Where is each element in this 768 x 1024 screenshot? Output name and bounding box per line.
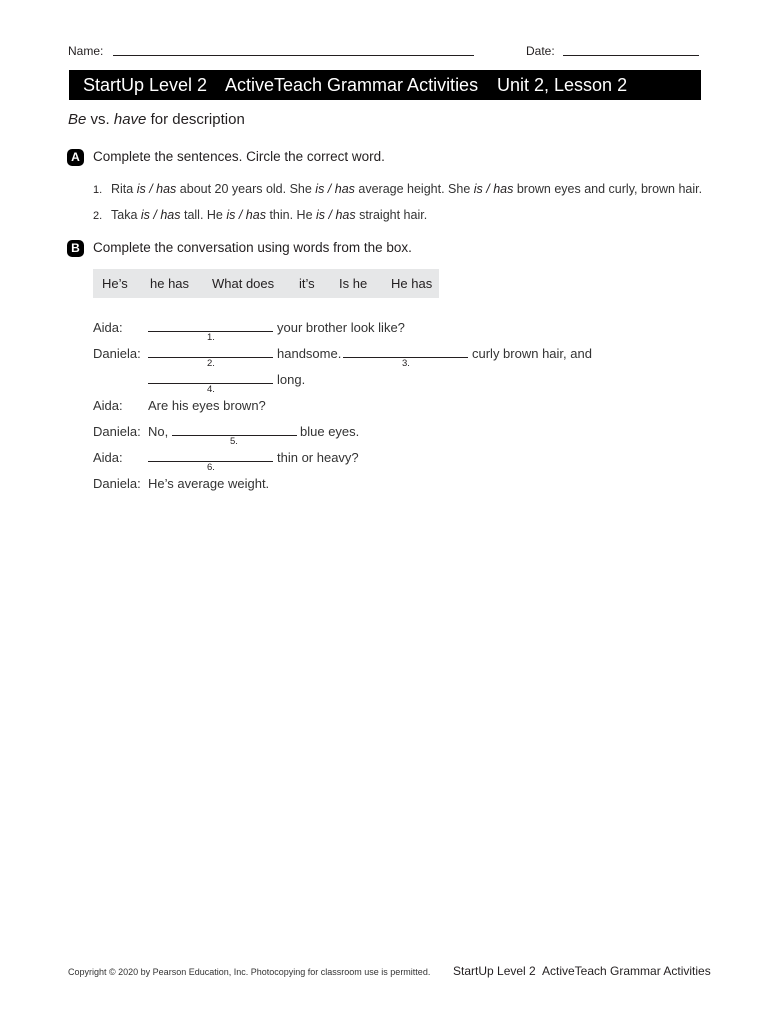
footer-course: StartUp Level 2: [453, 964, 536, 978]
blank-number: 2.: [207, 358, 215, 369]
section-b-instruction: Complete the conversation using words from the box.: [93, 240, 412, 255]
word-box-item: What does: [212, 276, 275, 291]
section-a-badge: A: [67, 149, 84, 166]
word-box-item: he has: [150, 276, 190, 291]
word-box-item: it’s: [299, 276, 315, 291]
subtitle-have: have: [113, 111, 147, 128]
section-a-instruction: Complete the sentences. Circle the correct word.: [93, 149, 385, 164]
choice-is-has[interactable]: is / has: [226, 208, 266, 222]
word-box-item: He’s: [102, 276, 128, 291]
name-label: Name:: [68, 44, 104, 58]
blank-number: 5.: [230, 436, 238, 447]
exercise-a-item-1: [93, 182, 702, 196]
choice-is-has[interactable]: is / has: [140, 208, 181, 222]
item-text: brown eyes and curly, brown hair.: [513, 182, 703, 196]
subtitle-be: Be: [68, 111, 87, 128]
date-label: Date:: [526, 44, 555, 58]
dialogue-text: No,: [148, 424, 169, 439]
dialogue-text: long.: [277, 372, 306, 387]
title-unit: Unit 2, Lesson 2: [497, 75, 628, 95]
blank-number: 4.: [207, 384, 215, 395]
footer-product: ActiveTeach Grammar Activities: [542, 964, 711, 978]
word-box: [93, 269, 439, 298]
item-text: thin. He: [265, 208, 316, 222]
item-text: Rita: [111, 182, 137, 196]
subtitle-end: for description: [146, 111, 245, 128]
item-text: straight hair.: [355, 208, 428, 222]
choice-is-has[interactable]: is / has: [316, 208, 356, 222]
blank-number: 3.: [402, 358, 410, 369]
lesson-subtitle: [68, 111, 245, 128]
exercise-a-item-2: [93, 208, 427, 222]
choice-is-has[interactable]: is / has: [315, 182, 355, 196]
title-bar: [69, 70, 701, 100]
dialogue-text: handsome.: [277, 346, 342, 361]
dialogue-text: thin or heavy?: [277, 450, 359, 465]
speaker-daniela: Daniela:: [93, 424, 141, 439]
title-course: StartUp Level 2: [83, 75, 208, 95]
item-text: about 20 years old. She: [176, 182, 316, 196]
choice-is-has[interactable]: is / has: [473, 182, 514, 196]
speaker-aida: Aida:: [93, 398, 123, 413]
blank-number: 6.: [207, 462, 215, 473]
word-box-item: Is he: [339, 276, 368, 291]
speaker-aida: Aida:: [93, 320, 123, 335]
item-number: 1.: [93, 184, 103, 196]
title-product: ActiveTeach Grammar Activities: [225, 75, 479, 95]
speaker-daniela: Daniela:: [93, 346, 141, 361]
blank-number: 1.: [207, 332, 215, 343]
choice-is-has[interactable]: is / has: [136, 182, 177, 196]
dialogue-text: curly brown hair, and: [472, 346, 592, 361]
date-field[interactable]: [563, 55, 699, 56]
section-b-badge: B: [67, 240, 84, 257]
item-number: 2.: [93, 210, 103, 222]
copyright-notice: Copyright © 2020 by Pearson Education, Inc. Photocopying for classroom use is permitted.: [68, 967, 431, 977]
dialogue-text: He’s average weight.: [148, 476, 270, 491]
subtitle-vs: vs.: [86, 111, 114, 128]
item-text: Taka: [111, 208, 141, 222]
speaker-aida: Aida:: [93, 450, 123, 465]
item-text: average height. She: [354, 182, 474, 196]
speaker-daniela: Daniela:: [93, 476, 141, 491]
dialogue-text: your brother look like?: [277, 320, 405, 335]
dialogue-text: Are his eyes brown?: [148, 398, 266, 413]
word-box-item: He has: [391, 276, 433, 291]
name-field[interactable]: [113, 55, 474, 56]
dialogue-text: blue eyes.: [300, 424, 360, 439]
item-text: tall. He: [180, 208, 227, 222]
